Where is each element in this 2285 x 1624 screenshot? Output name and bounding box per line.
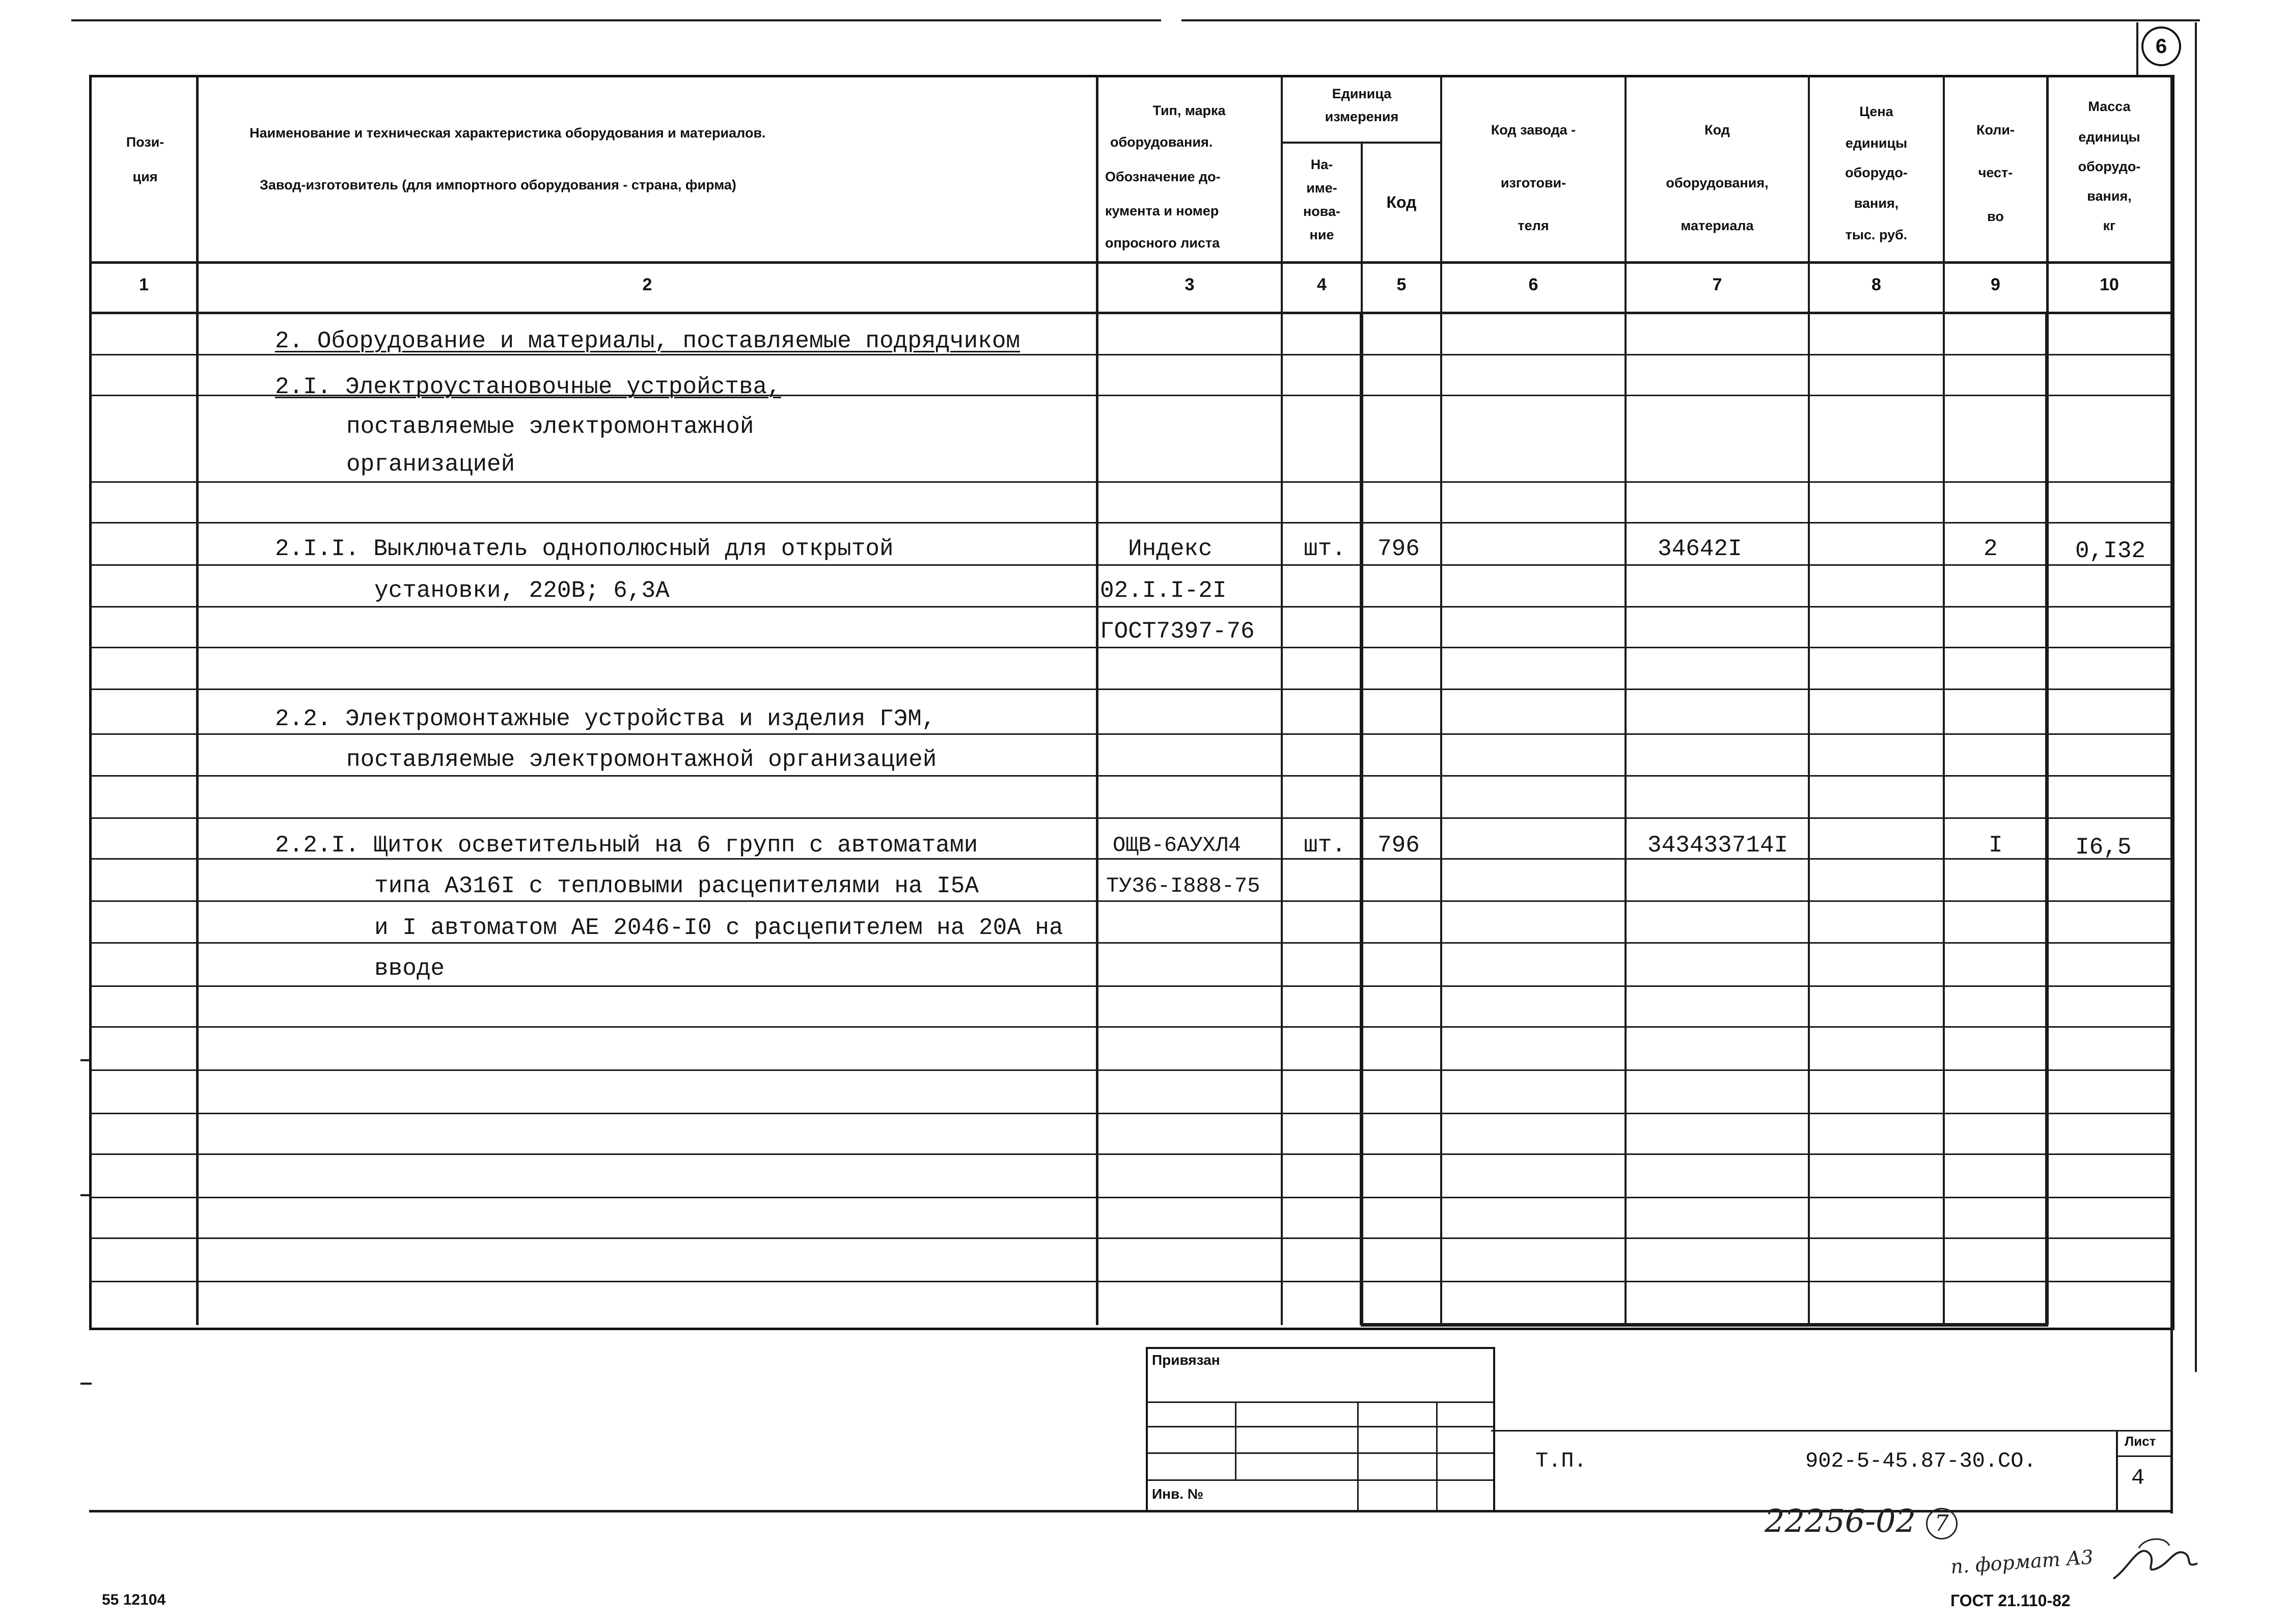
item1-mass: 0,I32 <box>2075 538 2146 564</box>
title-block-sheet-number: 4 <box>2131 1466 2145 1491</box>
item1-name-line1: 2.I.I. Выключатель однополюсный для открытой <box>275 536 894 562</box>
item1-type-line2: 02.I.I-2I <box>1100 577 1227 604</box>
section-2-1-title-line3: организацией <box>346 451 515 478</box>
signature-note: п. формат А3 <box>1949 1546 2095 1578</box>
section-2-2-title: 2.2. Электромонтажные устройства и изделия ГЭМ, <box>275 706 936 732</box>
item2-name-line3: и I автоматом АЕ 2046-I0 с расцепителем на 20А на <box>374 915 1063 941</box>
stamp-privyazan-label: Привязан <box>1152 1352 1220 1368</box>
section-2-1-title: 2.I. Электроустановочные устройства, <box>275 374 781 400</box>
item1-type-line1: Индекс <box>1128 536 1213 562</box>
header-col5: Код <box>1386 193 1417 211</box>
item2-equipment-code: 343433714I <box>1647 832 1788 859</box>
title-block-doc-code: 902-5-45.87-30.СО. <box>1805 1449 2036 1473</box>
item1-unit-name: шт. <box>1304 536 1346 562</box>
section-2-title: 2. Оборудование и материалы, поставляемые подрядчиком <box>275 328 1021 354</box>
handwritten-circle: 7 <box>1926 1508 1958 1539</box>
signature-icon <box>2108 1533 2205 1589</box>
item2-unit-code: 796 <box>1378 832 1420 859</box>
item2-name-line2: типа А316I с тепловыми расцепителями на I5А <box>374 873 979 899</box>
item1-equipment-code: 34642I <box>1658 536 1742 562</box>
item2-type-line2: ТУ36-I888-75 <box>1106 874 1260 898</box>
title-block-tp: Т.П. <box>1535 1449 1587 1473</box>
item2-name-line4: вводе <box>374 955 445 982</box>
item2-name-line1: 2.2.I. Щиток осветительный на 6 групп с автоматами <box>275 832 978 859</box>
handwritten-archive-number: 22256-02 7 <box>1765 1502 1958 1539</box>
title-block-sheet-label: Лист <box>2125 1434 2156 1449</box>
footer-format-code: 55 12104 <box>102 1591 166 1608</box>
item2-mass: I6,5 <box>2075 834 2132 861</box>
stamp-inv-no-label: Инв. № <box>1152 1486 1204 1502</box>
section-2-1-title-line2: поставляемые электромонтажной <box>346 414 754 440</box>
document-page: 6 Пози- ция Наименование и техническая характеристика оборудования и материалов. Завод-изготовитель (для импортного оборудования - страна, фирма) Тип, марка оборудования. Обозначение до- кумента и номер опросного листа Единица измерения На- име- нова- ние Код Код завода - изготови- теля Код оборудования, материала Цена единицы оборудо- вания, тыс. руб. Коли- чест- во Масса единицы оборудо- вания, кг 1 2 3 4 5 6 7 8 9 10 2. Оборудование и материалы, поставляемые подрядчиком 2.I. Электроустановочные устройства, поставляемые электромонтажной организацией 2.I.I. Выключатель однополюсный для открытой установки, 220В; 6,3А Индекс 02.I.I-2I ГОСТ7397-76 шт. 796 34642I 2 0,I32 2.2. Электромонтажные устройства и изделия ГЭМ, поставляемые электромонтажной организацией 2.2.I. Щиток осветительный на 6 групп с автоматами типа А316I с тепловыми расцепителями на I5А и I автоматом АЕ 2046-I0 с расцепителем на 20А на вводе ОЩВ-6АУХЛ4 ТУ36-I888-75 шт. 796 343433714I I I6,5 Привязан Инв. № Т.П. 902-5-45.87-30.СО. Лист 4 22256-02 7 п. формат А3 55 12104 ГОСТ 21.110-82 <box>0 0 2285 1624</box>
item1-type-line3: ГОСТ7397-76 <box>1100 618 1255 645</box>
footer-standard: ГОСТ 21.110-82 <box>1950 1591 2071 1610</box>
item1-name-line2: установки, 220В; 6,3А <box>374 577 670 604</box>
sheet-circle-number: 6 <box>2155 35 2167 58</box>
sheet-circle-badge <box>2141 26 2181 66</box>
item2-unit-name: шт. <box>1304 832 1346 859</box>
item1-quantity: 2 <box>1984 536 1998 562</box>
item1-unit-code: 796 <box>1378 536 1420 562</box>
item2-quantity: I <box>1989 832 2003 859</box>
section-2-2-title-line2: поставляемые электромонтажной организацией <box>346 747 937 773</box>
item2-type-line1: ОЩВ-6АУХЛ4 <box>1113 833 1242 858</box>
